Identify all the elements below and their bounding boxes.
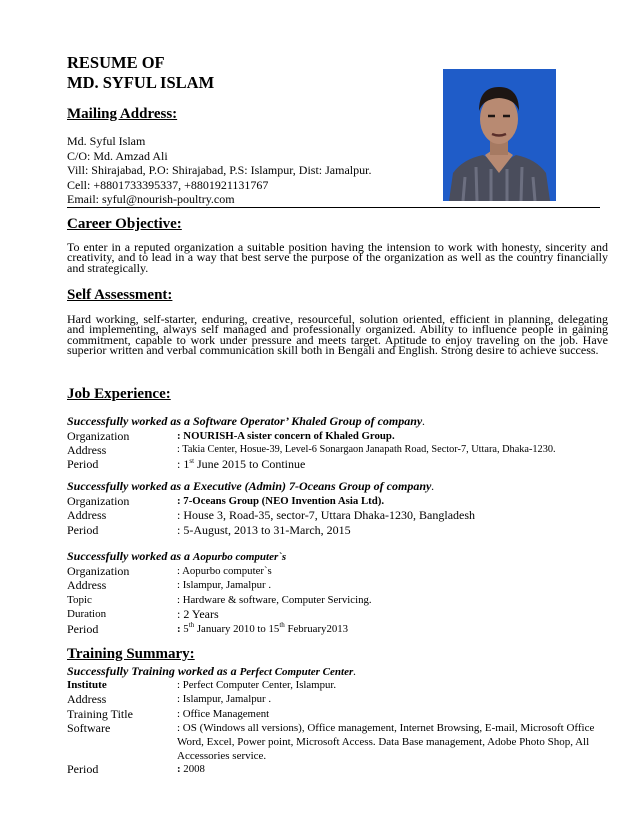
job3-period-label: Period [67, 622, 99, 636]
mailing-village: Vill: Shirajabad, P.O: Shirajabad, P.S: Islampur, Dist: Jamalpur. [67, 163, 372, 177]
training-software-label: Software [67, 721, 111, 735]
job3-organization-value: : Aopurbo computer`s [177, 565, 272, 577]
training-address-value: : Islampur, Jamalpur . [177, 693, 272, 705]
job2-heading-text: Successfully worked as a Executive (Admin) 7-Oceans Group of company [67, 479, 432, 493]
training-address-label: Address [67, 692, 107, 706]
mailing-email[interactable]: Email: syful@nourish-poultry.com [67, 192, 235, 206]
section-divider [67, 207, 600, 208]
training-heading [67, 664, 356, 679]
job1-address-label: Address [67, 443, 107, 457]
self-assessment-heading: Self Assessment: [67, 287, 173, 303]
portrait-image [443, 69, 556, 201]
job3-period-value [177, 622, 348, 636]
job2-organization-label: Organization [67, 494, 130, 508]
job1-address-value: : Takia Center, Hosue-39, Level-6 Sonargaon Janapath Road, Sector-7, Uttara, Dhaka-1230. [177, 444, 556, 455]
job3-duration-label: Duration [67, 608, 107, 620]
training-heading-text: Successfully Training worked as a [67, 664, 240, 678]
job3-address-label: Address [67, 578, 107, 592]
job1-period-value [177, 457, 305, 471]
resume-title-line1: RESUME OF [67, 53, 165, 72]
job3-topic-label: Topic [67, 594, 92, 606]
training-summary-heading: Training Summary: [67, 646, 195, 662]
job3-period-sup1: th [188, 621, 195, 629]
training-period-label: Period [67, 762, 99, 776]
training-period-value [177, 762, 205, 776]
job2-address-value: : House 3, Road-35, sector-7, Uttara Dhaka-1230, Bangladesh [177, 508, 476, 522]
job2-heading [67, 479, 434, 493]
job3-organization-label: Organization [67, 564, 130, 578]
job1-heading-text: Successfully worked as a Software Operator’ Khaled Group of company [67, 414, 423, 428]
training-institute-value: : Perfect Computer Center, Islampur. [177, 679, 337, 691]
mailing-address-heading: Mailing Address: [67, 106, 178, 122]
job3-period-mid: January 2010 to 15 [194, 623, 280, 635]
job1-period-pre: : 1 [177, 457, 190, 471]
job1-period-sup: st [189, 457, 195, 465]
job2-heading-punct: . [431, 479, 435, 493]
training-heading-punct: . [353, 664, 357, 678]
mailing-name: Md. Syful Islam [67, 134, 146, 148]
job3-address-value: : Islampur, Jamalpur . [177, 579, 272, 591]
training-title-label: Training Title [67, 707, 133, 721]
mailing-care-of: C/O: Md. Amzad Ali [67, 149, 168, 163]
job3-heading [67, 549, 286, 564]
job1-organization-label: Organization [67, 429, 130, 443]
job2-organization-value: : 7-Oceans Group (NEO Invention Asia Ltd). [177, 495, 385, 507]
job1-period-post: June 2015 to Continue [194, 457, 306, 471]
training-software-value: : OS (Windows all versions), Office management, Internet Browsing, E-mail, Microsoft Office Word, Excel, Power point, Microsoft Access. Data Base management, Adobe Photo Shop, All Accessories service. [177, 722, 595, 762]
job2-period-label: Period [67, 523, 99, 537]
training-heading-company: Perfect Computer Center [239, 666, 354, 678]
resume-title-name: MD. SYFUL ISLAM [67, 73, 215, 92]
job1-organization-value: : NOURISH-A sister concern of Khaled Group. [177, 430, 395, 442]
job3-topic-value: : Hardware & software, Computer Servicing. [177, 594, 372, 606]
job3-period-post: February2013 [284, 623, 349, 635]
job1-period-label: Period [67, 457, 99, 471]
job1-heading [67, 414, 425, 428]
self-assessment-text: Hard working, self-starter, enduring, creative, resourceful, solution oriented, efficient in planning, delegating and implementing, always self managed and professionally organized. Ability to influence people in gaining commitment, capable to work under pressure and meets target. Aptitude to enjoy traveling on the job. Have superior written and verbal communication skill both in Bengali and English. Strong desire to achieve success. [67, 312, 608, 358]
job2-period-value: : 5-August, 2013 to 31-March, 2015 [177, 523, 351, 537]
training-period-year: 2008 [183, 763, 205, 775]
job3-period-colon: : [177, 623, 184, 635]
job3-period-sup2: th [279, 621, 285, 629]
job2-address-label: Address [67, 508, 107, 522]
job3-heading-text: Successfully worked as a [67, 549, 193, 563]
job3-period-pre: 5 [183, 623, 189, 635]
job1-heading-punct: . [422, 414, 426, 428]
job-experience-heading: Job Experience: [67, 386, 171, 402]
career-objective-heading: Career Objective: [67, 216, 182, 232]
training-period-colon: : [177, 763, 184, 775]
job3-duration-value: : 2 Years [177, 607, 219, 621]
job3-heading-company: Aopurbo computer`s [193, 551, 287, 563]
profile-photo [443, 69, 556, 201]
training-title-value: : Office Management [177, 708, 270, 720]
mailing-cell: Cell: +8801733395337, +8801921131767 [67, 178, 269, 192]
career-objective-text: To enter in a reputed organization a suitable position having the intension to work with honesty, sincerity and creativity, and to lead in a way that best serve the purpose of the organization as well as the country financially and strategically. [67, 240, 608, 275]
training-institute-label: Institute [67, 679, 107, 691]
